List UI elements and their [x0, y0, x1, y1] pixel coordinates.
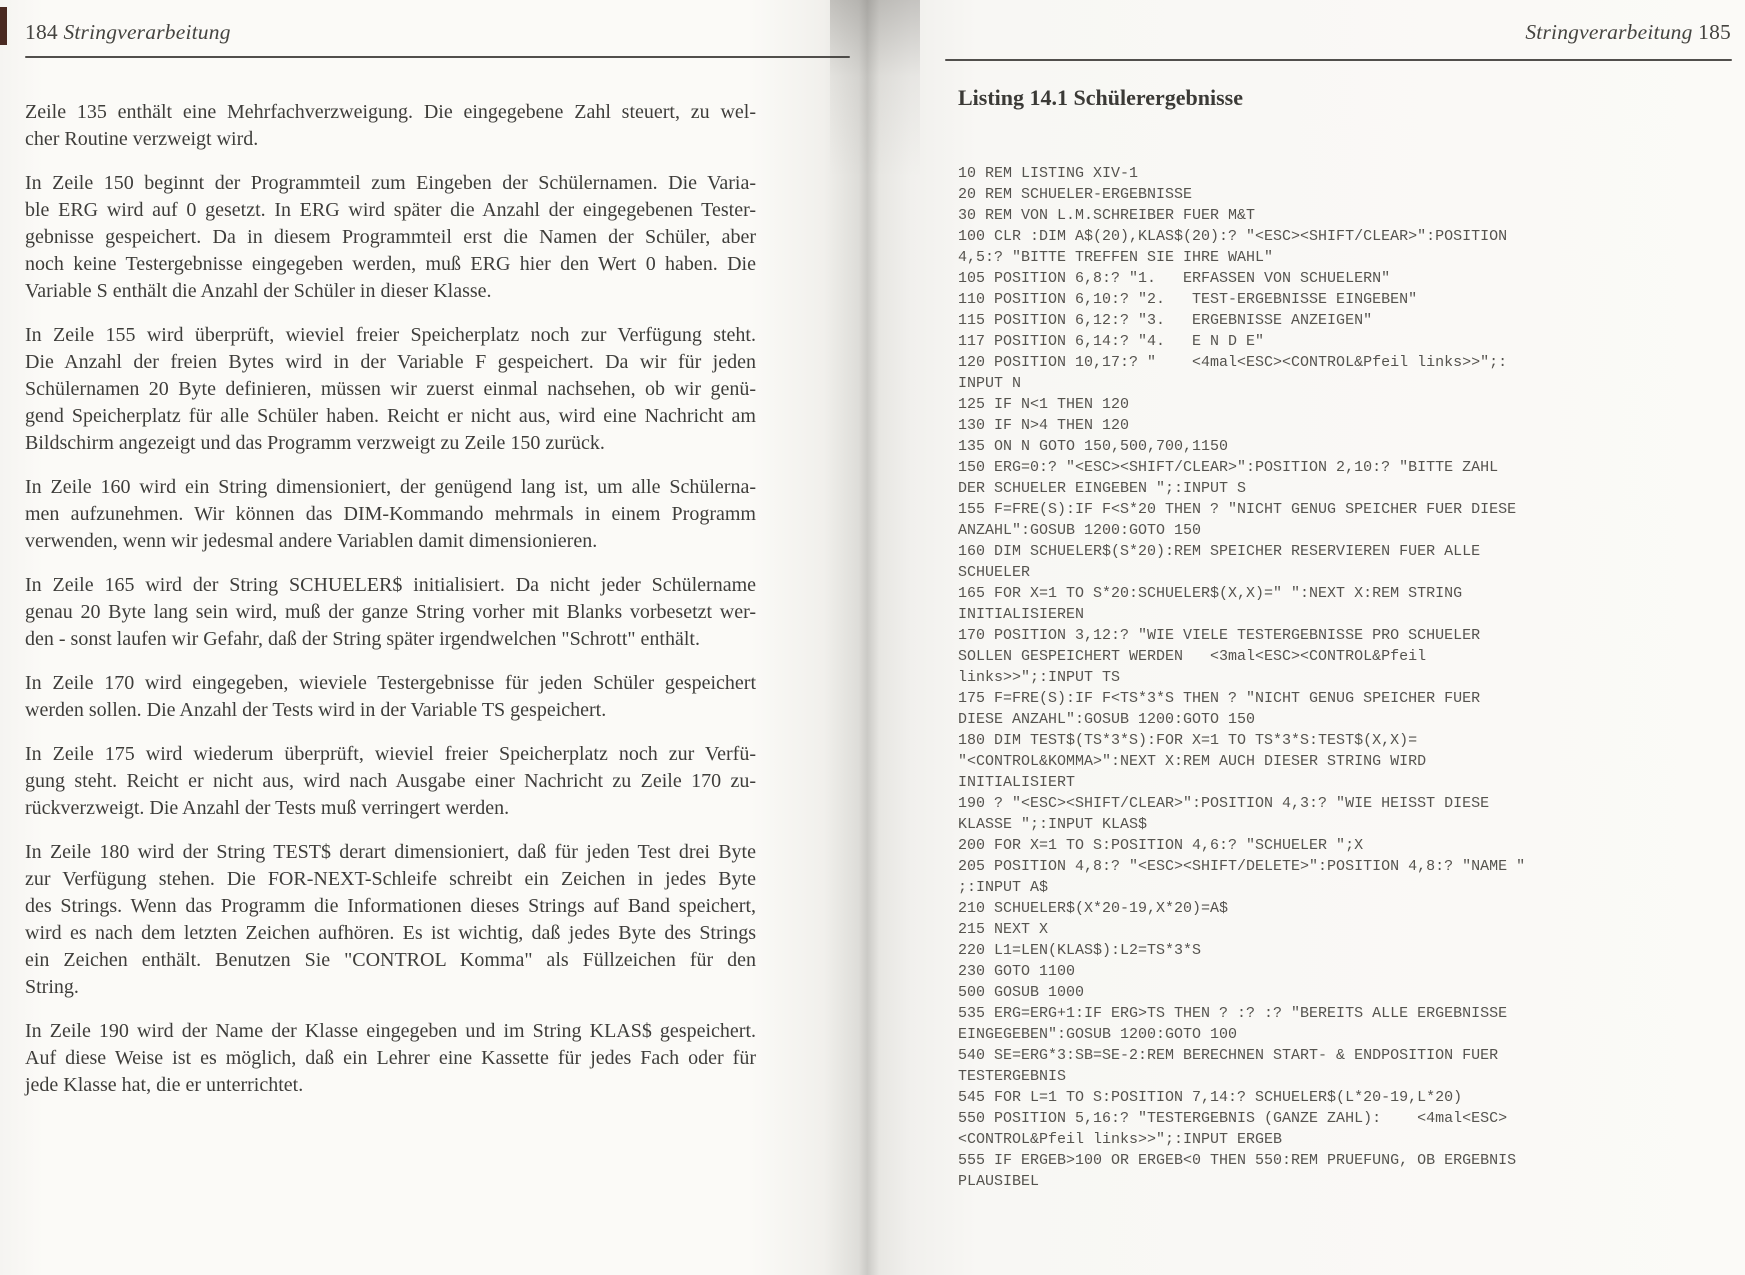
- left-header-rule: [25, 56, 850, 58]
- listing-title: Listing 14.1 Schülerergebnisse: [958, 85, 1244, 110]
- left-page: [0, 0, 855, 1275]
- right-header-rule: [945, 59, 1732, 61]
- left-running-header: [25, 20, 840, 45]
- left-page-number: 184: [25, 20, 58, 44]
- paragraph-zeile-190: In Zeile 190 wird der Name der Klasse eingegeben und im String KLAS$ gespeichert. Auf diese Weise ist es möglich, daß ein Lehrer eine Kassette für jedes Fach oder für jede Klasse hat, die er unterrichtet.: [25, 1020, 756, 1096]
- right-page-number: 185: [1698, 20, 1731, 44]
- right-page: [935, 0, 1745, 1275]
- paragraph-zeile-160: In Zeile 160 wird ein String dimensioniert, der genügend lang ist, um alle Schülerna- men aufzunehmen. Wir können das DIM-Kommando mehrmals in einem Programm verwenden, wenn wir jedesmal andere Variablen damit dimensionieren.: [25, 476, 756, 552]
- paragraph-zeile-155: In Zeile 155 wird überprüft, wieviel freier Speicherplatz noch zur Verfügung steht. Die Anzahl der freien Bytes wird in der Variable F gespeichert. Da wir für jeden Schülernamen 20 Byte definieren, müssen wir zuerst einmal nachsehen, ob wir genü- gend Speicherplatz für alle Schüler haben. Reicht er nicht aus, wird eine Nachricht am Bildschirm angezeigt und das Programm verzweigt zu Zeile 150 zurück.: [25, 324, 756, 454]
- basic-code-listing: 10 REM LISTING XIV-1 20 REM SCHUELER-ERGEBNISSE 30 REM VON L.M.SCHREIBER FUER M&T 100 CLR :DIM A$(20),KLAS$(20):? "<ESC><SHIFT/CLEAR>":POSITION 4,5:? "BITTE TREFFEN SIE IHRE WAHL" 105 POSITION 6,8:? "1. ERFASSEN VON SCHUELERN" 110 POSITION 6,10:? "2. TEST-ERGEBNISSE EINGEBEN" 115 POSITION 6,12:? "3. ERGEBNISSE ANZEIGEN" 117 POSITION 6,14:? "4. E N D E" 120 POSITION 10,17:? " <4mal<ESC><CONTROL&Pfeil links>>";: INPUT N 125 IF N<1 THEN 120 130 IF N>4 THEN 120 135 ON N GOTO 150,500,700,1150 150 ERG=0:? "<ESC><SHIFT/CLEAR>":POSITION 2,10:? "BITTE ZAHL DER SCHUELER EINGEBEN ";:INPUT S 155 F=FRE(S):IF F<S*20 THEN ? "NICHT GENUG SPEICHER FUER DIESE ANZAHL":GOSUB 1200:GOTO 150 160 DIM SCHUELER$(S*20):REM SPEICHER RESERVIEREN FUER ALLE SCHUELER 165 FOR X=1 TO S*20:SCHUELER$(X,X)=" ":NEXT X:REM STRING INITIALISIEREN 170 POSITION 3,12:? "WIE VIELE TESTERGEBNISSE PRO SCHUELER SOLLEN GESPEICHERT WERDEN <3mal<ESC><CONTROL&Pfeil links>>";:INPUT TS 175 F=FRE(S):IF F<TS*3*S THEN ? "NICHT GENUG SPEICHER FUER DIESE ANZAHL":GOSUB 1200:GOTO 150 180 DIM TEST$(TS*3*S):FOR X=1 TO TS*3*S:TEST$(X,X)= "<CONTROL&KOMMA>":NEXT X:REM AUCH DIESER STRING WIRD INITIALISIERT 190 ? "<ESC><SHIFT/CLEAR>":POSITION 4,3:? "WIE HEISST DIESE KLASSE ";:INPUT KLAS$ 200 FOR X=1 TO S:POSITION 4,6:? "SCHUELER ";X 205 POSITION 4,8:? "<ESC><SHIFT/DELETE>":POSITION 4,8:? "NAME " ;:INPUT A$ 210 SCHUELER$(X*20-19,X*20)=A$ 215 NEXT X 220 L1=LEN(KLAS$):L2=TS*3*S 230 GOTO 1100 500 GOSUB 1000 535 ERG=ERG+1:IF ERG>TS THEN ? :? :? "BEREITS ALLE ERGEBNISSE EINGEGEBEN":GOSUB 1200:GOTO 100 540 SE=ERG*3:SB=SE-2:REM BERECHNEN START- & ENDPOSITION FUER TESTERGEBNIS 545 FOR L=1 TO S:POSITION 7,14:? SCHUELER$(L*20-19,L*20) 550 POSITION 5,16:? "TESTERGEBNIS (GANZE ZAHL): <4mal<ESC> <CONTROL&Pfeil links>>";:INPUT ERGEB 555 IF ERGEB>100 OR ERGEB<0 THEN 550:REM PRUEFUNG, OB ERGEBNIS PLAUSIBEL: [958, 165, 1526, 1190]
- right-running-title: Stringverarbeitung: [1525, 20, 1693, 44]
- paragraph-zeile-170: In Zeile 170 wird eingegeben, wieviele Testergebnisse für jeden Schüler gespeichert werden sollen. Die Anzahl der Tests wird in der Variable TS gespeichert.: [25, 672, 756, 721]
- paragraph-zeile-135: Zeile 135 enthält eine Mehrfachverzweigung. Die eingegebene Zahl steuert, zu wel- cher Routine verzweigt wird.: [25, 101, 756, 150]
- right-running-header: [958, 20, 1731, 45]
- left-body-text: [25, 99, 756, 1116]
- paragraph-zeile-150: In Zeile 150 beginnt der Programmteil zum Eingeben der Schülernamen. Die Varia- ble ERG wird auf 0 gesetzt. In ERG wird später die Anzahl der eingegebenen Tester- gebnisse gespeichert. Da in diesem Programmteil erst die Namen der Schüler, aber noch keine Testergebnisse eingegeben werden, muß ERG hier den Wert 0 haben. Die Variable S enthält die Anzahl der Schüler in dieser Klasse.: [25, 172, 756, 302]
- left-running-title: Stringverarbeitung: [63, 20, 231, 44]
- paragraph-zeile-180: In Zeile 180 wird der String TEST$ derart dimensioniert, daß für jeden Test drei Byte zur Verfügung stehen. Die FOR-NEXT-Schleife schreibt ein Zeichen in jedes Byte des Strings. Wenn das Programm die Informationen dieses Strings auf Band speichert, wird es nach dem letzten Zeichen aufhören. Es ist wichtig, daß jedes Byte des Strings ein Zeichen enthält. Benutzen Sie "CONTROL Komma" als Füllzeichen für den String.: [25, 841, 756, 998]
- paragraph-zeile-165: In Zeile 165 wird der String SCHUELER$ initialisiert. Da nicht jeder Schülername genau 20 Byte lang sein wird, muß der ganze String vorher mit Blanks vorbesetzt wer- den - sonst laufen wir Gefahr, daß der String später irgendwelchen "Schrott" enthält.: [25, 574, 756, 650]
- paragraph-zeile-175: In Zeile 175 wird wiederum überprüft, wieviel freier Speicherplatz noch zur Verfü- gung steht. Reicht er nicht aus, wird nach Ausgabe einer Nachricht zu Zeile 170 zu- rückverzweigt. Die Anzahl der Tests muß verringert werden.: [25, 743, 756, 819]
